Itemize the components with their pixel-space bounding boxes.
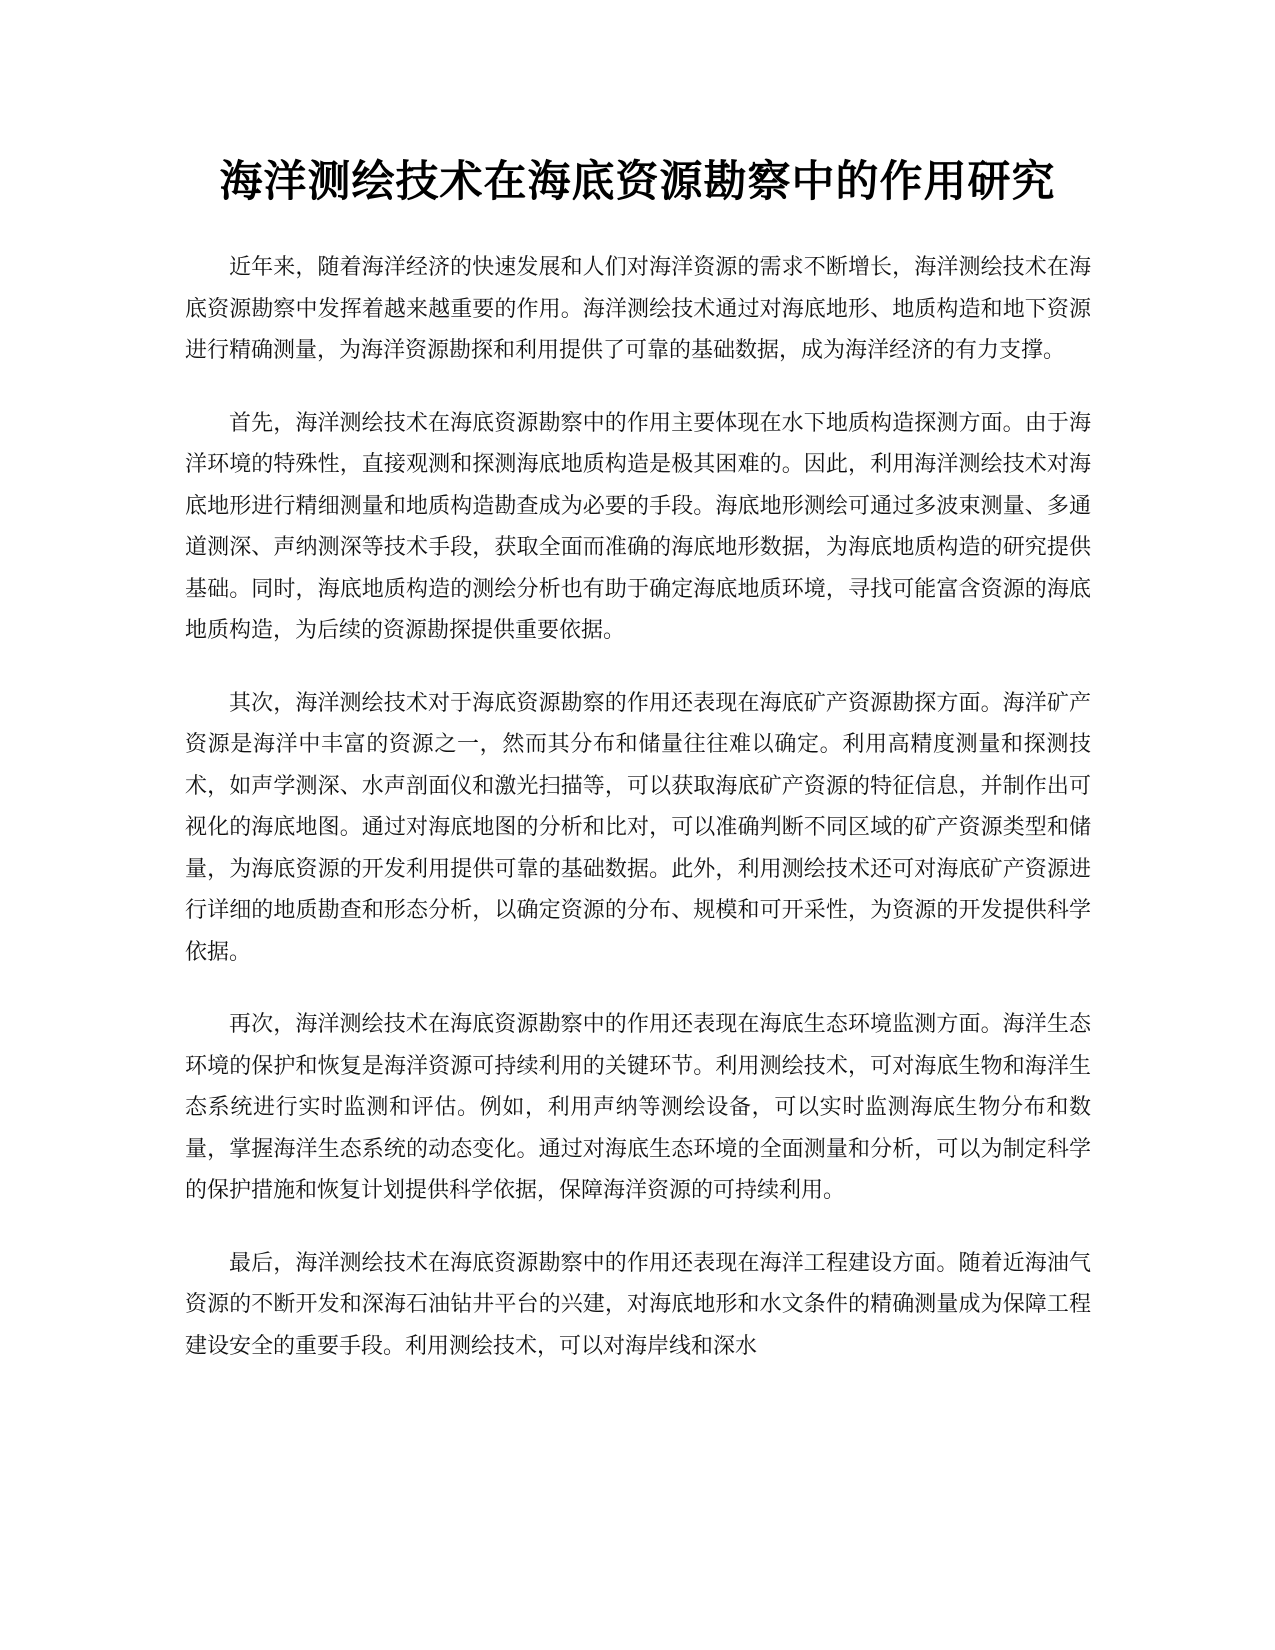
paragraph-engineering: 最后，海洋测绘技术在海底资源勘察中的作用还表现在海洋工程建设方面。随着近海油气资源的不断开发和深海石油钻井平台的兴建，对海底地形和水文条件的精确测量成为保障工程建设安全的重要手段。利用测绘技术，可以对海岸线和深水 bbox=[185, 1250, 1091, 1359]
document-body bbox=[185, 247, 1091, 1398]
page-title: 海洋测绘技术在海底资源勘察中的作用研究 bbox=[219, 157, 1056, 207]
paragraph-geology: 首先，海洋测绘技术在海底资源勘察中的作用主要体现在水下地质构造探测方面。由于海洋环境的特殊性，直接观测和探测海底地质构造是极其困难的。因此，利用海洋测绘技术对海底地形进行精细测量和地质构造勘查成为必要的手段。海底地形测绘可通过多波束测量、多通道测深、声纳测深等技术手段，获取全面而准确的海底地形数据，为海底地质构造的研究提供基础。同时，海底地质构造的测绘分析也有助于确定海底地质环境，寻找可能富含资源的海底地质构造，为后续的资源勘探提供重要依据。 bbox=[185, 410, 1091, 643]
paragraph-ecology: 再次，海洋测绘技术在海底资源勘察中的作用还表现在海底生态环境监测方面。海洋生态环境的保护和恢复是海洋资源可持续利用的关键环节。利用测绘技术，可对海底生物和海洋生态系统进行实时监测和评估。例如，利用声纳等测绘设备，可以实时监测海底生物分布和数量，掌握海洋生态系统的动态变化。通过对海底生态环境的全面测量和分析，可以为制定科学的保护措施和恢复计划提供科学依据，保障海洋资源的可持续利用。 bbox=[185, 1012, 1091, 1203]
paragraph-minerals: 其次，海洋测绘技术对于海底资源勘察的作用还表现在海底矿产资源勘探方面。海洋矿产资源是海洋中丰富的资源之一，然而其分布和储量往往难以确定。利用高精度测量和探测技术，如声学测深、水声剖面仪和激光扫描等，可以获取海底矿产资源的特征信息，并制作出可视化的海底地图。通过对海底地图的分析和比对，可以准确判断不同区域的矿产资源类型和储量，为海底资源的开发利用提供可靠的基础数据。此外，利用测绘技术还可对海底矿产资源进行详细的地质勘查和形态分析，以确定资源的分布、规模和可开采性，为资源的开发提供科学依据。 bbox=[185, 690, 1091, 965]
paragraph-intro: 近年来，随着海洋经济的快速发展和人们对海洋资源的需求不断增长，海洋测绘技术在海底资源勘察中发挥着越来越重要的作用。海洋测绘技术通过对海底地形、地质构造和地下资源进行精确测量，为海洋资源勘探和利用提供了可靠的基础数据，成为海洋经济的有力支撑。 bbox=[185, 255, 1091, 363]
